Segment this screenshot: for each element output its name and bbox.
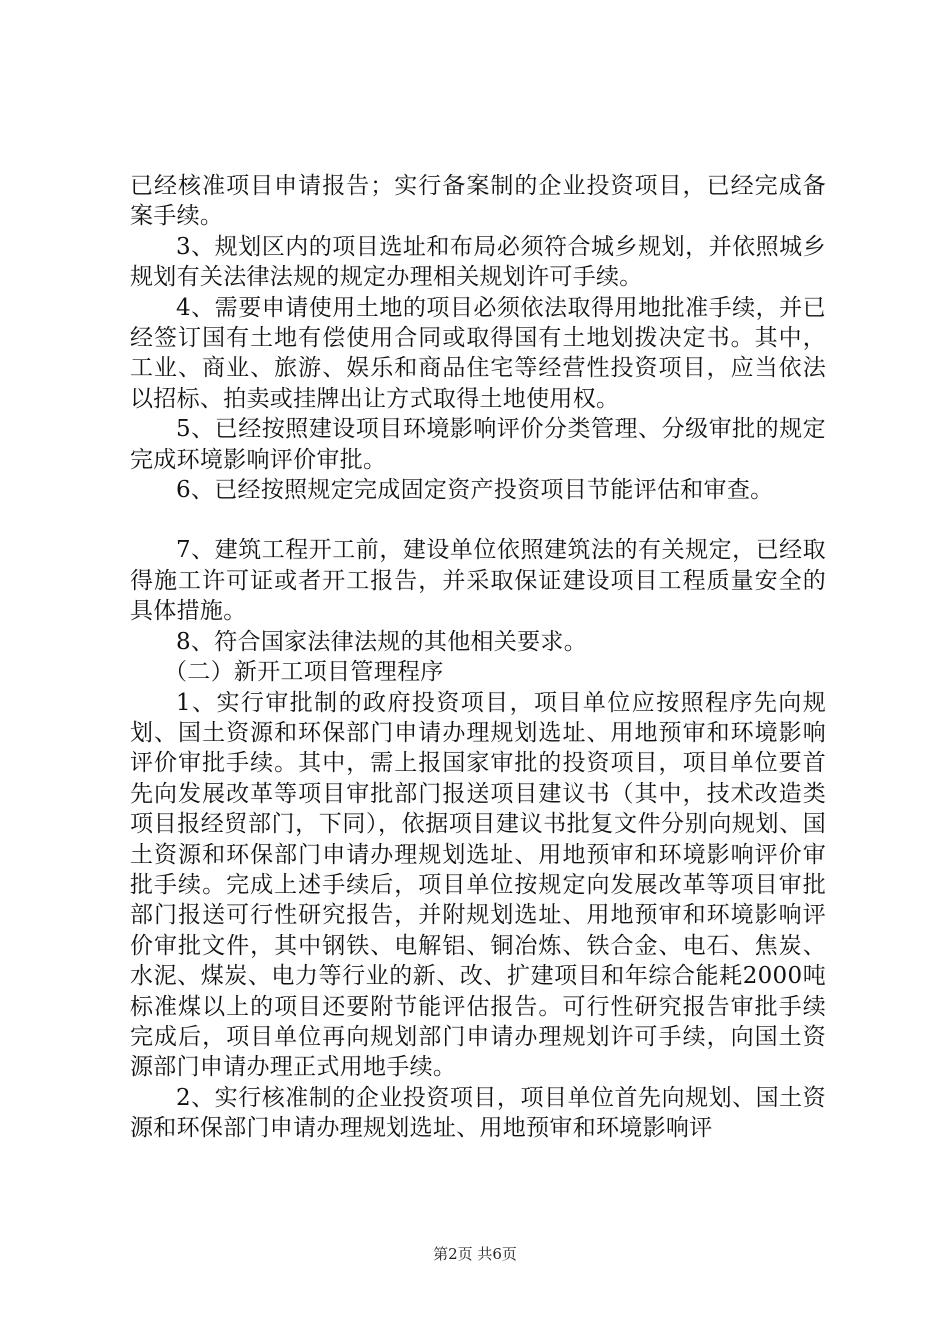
paragraph-item-7: 7、建筑工程开工前，建设单位依照建筑法的有关规定，已经取得施工许可证或者开工报告，并采取保证建设项目工程质量安全的具体措施。	[130, 537, 826, 625]
paragraph-item-4: 4、需要申请使用土地的项目必须依法取得用地批准手续，并已经签订国有土地有偿使用合同或取得国有土地划拨决定书。其中，工业、商业、旅游、娱乐和商品住宅等经营性投资项目，应当依法以招标、拍卖或挂牌出让方式取得土地使用权。	[130, 294, 826, 412]
paragraph-item-5: 5、已经按照建设项目环境影响评价分类管理、分级审批的规定完成环境影响评价审批。	[130, 416, 826, 473]
paragraph-item-3: 3、规划区内的项目选址和布局必须符合城乡规划，并依照城乡规划有关法律法规的规定办理相关规划许可手续。	[130, 233, 826, 291]
paragraph-step-2: 2、实行核准制的企业投资项目，项目单位首先向规划、国土资源和环保部门申请办理规划选址、用地预审和环境影响评	[130, 1084, 826, 1142]
document-body	[130, 171, 826, 1144]
paragraph-continuation: 已经核准项目申请报告；实行备案制的企业投资项目，已经完成备案手续。	[130, 173, 826, 230]
paragraph-step-1: 1、实行审批制的政府投资项目，项目单位应按照程序先向规划、国土资源和环保部门申请办理规划选址、用地预审和环境影响评价审批手续。其中，需上报国家审批的投资项目，项目单位要首先向发展改革等项目审批部门报送项目建议书（其中，技术改造类项目报经贸部门，下同），依据项目建议书批复文件分别向规划、国土资源和环保部门申请办理规划选址、用地预审和环境影响评价审批手续。完成上述手续后，项目单位按规定向发展改革等项目审批部门报送可行性研究报告，并附规划选址、用地预审和环境影响评价审批文件，其中钢铁、电解铝、铜冶炼、铁合金、电石、焦炭、水泥、煤炭、电力等行业的新、改、扩建项目和年综合能耗2000吨标准煤以上的项目还要附节能评估报告。可行性研究报告审批手续完成后，项目单位再向规划部门申请办理规划许可手续，向国土资源部门申请办理正式用地手续。	[130, 689, 826, 1081]
page-footer: 第2页 共6页	[433, 1245, 517, 1263]
paragraph-item-6: 6、已经按照规定完成固定资产投资项目节能评估和审查。	[176, 477, 774, 504]
section-heading: （二）新开工项目管理程序	[164, 659, 444, 686]
paragraph-item-8: 8、符合国家法律法规的其他相关要求。	[176, 628, 588, 655]
